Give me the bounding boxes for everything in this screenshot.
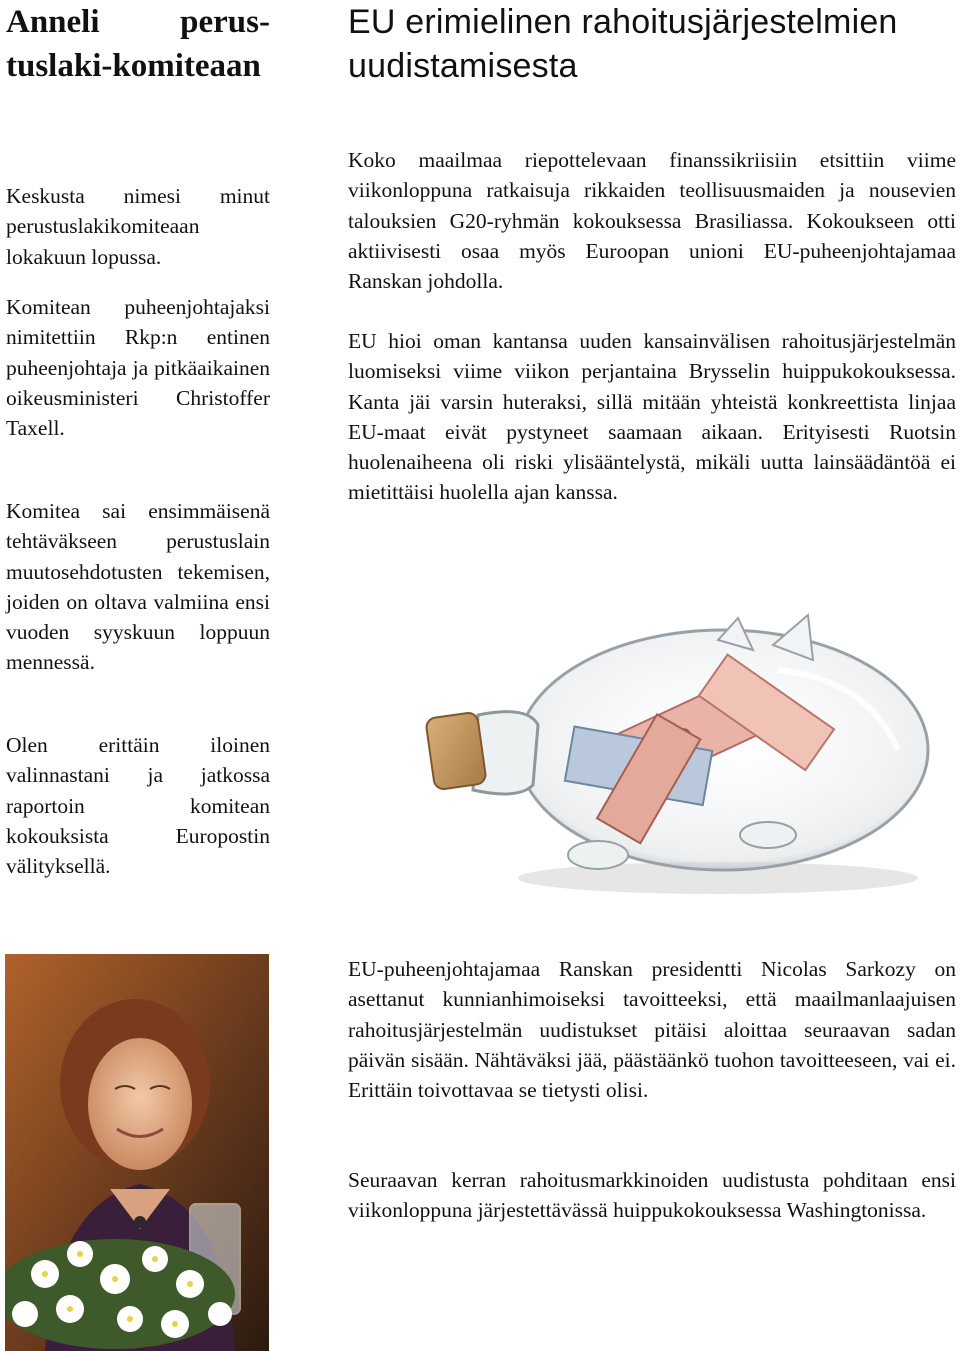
piggy-bank-illustration — [418, 610, 938, 900]
piggy-bank-image — [418, 610, 938, 900]
lower-right-paragraph-1: EU-puheenjohtajamaa Ranskan presidentti Nicolas Sarkozy on asettanut kunnianhimoiseksi tavoitteeksi, että maailmanlaajuisen rahoitusjärjestelmän uudistukset pitäisi aloittaa seuraavan sadan päivän sisään. Nähtäväksi jää, päästäänkö tuohon tavoitteeseen, vai ei. Erittäin toivottavaa se tietysti olisi. — [348, 957, 956, 1103]
article-title-right: EU erimielinen rahoitusjärjestelmien uudistamisesta — [348, 3, 898, 85]
right-paragraph-2: EU hioi oman kantansa uuden kansainvälisen rahoitusjärjestelmän luomiseksi viime viikon perjantaina Brysselin huippukokouksessa. Kanta jäi varsin huteraksi, sillä mitään yhteistä konkreettista linjaa EU-maat eivät pystyneet saamaan aikaan. Erityisesti Ruotsin huolenaiheena oli riski ylisääntelystä, mikäli uutta lainsäädäntöä ei mietittäisi huolella ajan kanssa. — [348, 329, 956, 505]
portrait-photo — [5, 954, 269, 1351]
article-title-left: Anneli perus-tuslaki-komiteaan — [6, 4, 270, 84]
portrait-illustration — [5, 954, 269, 1351]
left-paragraph-3: Komitea sai ensimmäisenä tehtäväkseen perustuslain muutosehdotusten tekemisen, joiden on oltava valmiina ensi vuoden syyskuun loppuun mennessä. — [6, 499, 270, 675]
left-paragraph-2: Komitean puheenjohtajaksi nimitettiin Rkp:n entinen puheenjohtaja ja pitkäaikainen oikeusministeri Christoffer Taxell. — [6, 295, 270, 441]
left-paragraph-1: Keskusta nimesi minut perustuslakikomiteaan lokakuun lopussa. — [6, 184, 270, 269]
lower-right-paragraph-2: Seuraavan kerran rahoitusmarkkinoiden uudistusta pohditaan ensi viikonloppuna järjestettävässä huippukokouksessa Washingtonissa. — [348, 1168, 956, 1223]
right-paragraph-1: Koko maailmaa riepottelevaan finanssikriisiin etsittiin viime viikonloppuna ratkaisuja rikkaiden teollisuusmaiden ja nousevien talouksien G20-ryhmän kokouksessa Brasiliassa. Kokoukseen otti aktiivisesti osaa myös Euroopan unioni EU-puheenjohtajamaa Ranskan johdolla. — [348, 148, 956, 294]
left-paragraph-4: Olen erittäin iloinen valinnastani ja jatkossa raportoin komitean kokouksista Europostin välityksellä. — [6, 733, 270, 879]
